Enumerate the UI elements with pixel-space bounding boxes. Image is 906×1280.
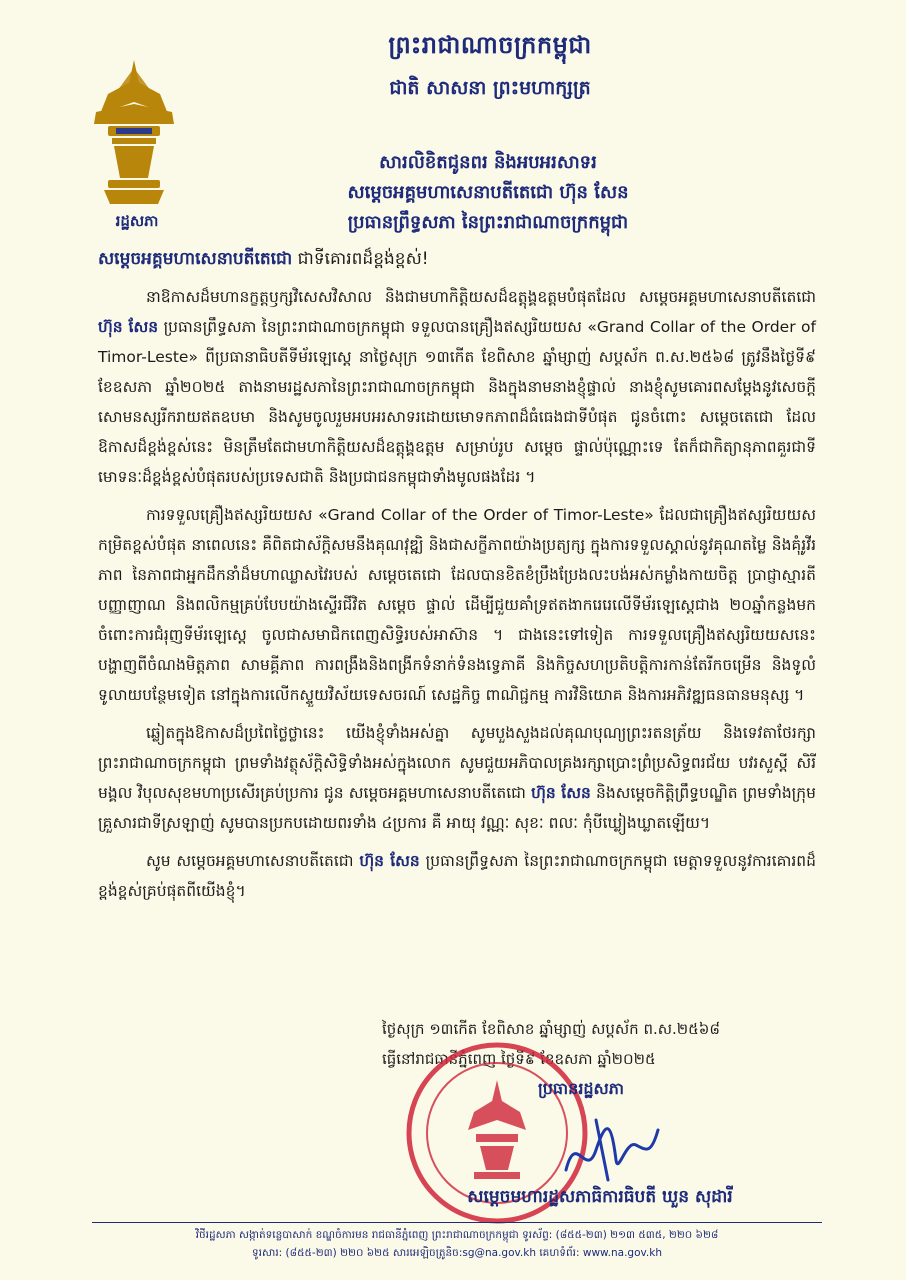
title-line: សារលិខិតជូនពរ និងអបអរសាទរ <box>379 152 597 173</box>
footer-divider <box>92 1222 822 1223</box>
paragraph-text: ឆ្លៀតក្នុងឱកាសដ៏ប្រពៃថ្លៃថ្លានេះ យើងខ្ញុំទាំងអស់គ្នា សូមបួងសួងដល់គុណបុណ្យព្រះរតនត្រ័យ និងទេវតាថែរក្សាព្រះរាជាណាចក្រកម្ពុជា ព្រមទាំងវត្ថុស័ក្តិសិទ្ធិទាំងអស់ក្នុងលោក សូមជួយអភិបាលគ្រងរក្សាប្រោះព្រំប្រសិទ្ធពរជ័យ បវរសួស្តី សិរីមង្គល វិបុលសុខមហាប្រសើរគ្រប់ប្រការ ជូន សម្តេចអគ្គមហាសេនាបតីតេជោ <box>98 724 816 802</box>
footer-contact <box>92 1226 822 1262</box>
paragraph-text: សូម សម្តេចអគ្គមហាសេនាបតីតេជោ <box>146 852 360 870</box>
letter-body <box>98 282 816 914</box>
footer-address: វិថីរដ្ឋសភា សង្កាត់ទន្លេបាសាក់ ខណ្ឌចំការមន រាជធានីភ្នំពេញ ព្រះរាជាណាចក្រកម្ពុជា ទូរស័ព្ទ: (៨៥៥-២៣) ២១៣ ៥៣៥, ២២០ ៦២៨ <box>195 1229 719 1241</box>
salutation <box>98 246 429 272</box>
honoree-name: ហ៊ុន សែន <box>98 318 159 336</box>
footer-contacts: ទូរសារ: (៨៥៥-២៣) ២២០ ៦២៥ សារអេឡិចត្រូនិច:sg@na.gov.kh គេហទំព័រ: www.na.gov.kh <box>252 1247 662 1259</box>
place-date: ធ្វើនៅរាជធានីភ្នំពេញ ថ្ងៃទី៩ ខែឧសភា ឆ្នាំ២០២៥ <box>382 1050 656 1068</box>
paragraph-text: ប្រធានព្រឹទ្ធសភា នៃព្រះរាជាណាចក្រកម្ពុជា មេត្តាទទួលនូវការគោរពដ៏ខ្ពង់ខ្ពស់គ្រប់ផុតពីយើងខ្ញុំ។ <box>98 852 816 900</box>
honoree-name: ហ៊ុន សែន <box>359 852 420 870</box>
paragraph-text: នាឱកាសដ៏មហានក្ខត្តឫក្សវិសេសវិសាល និងជាមហាកិត្តិយសដ៏ឧត្តុង្គឧត្តមបំផុតដែល សម្តេចអគ្គមហាសេនាបតីតេជោ <box>146 288 816 306</box>
signer-name: សម្តេចមហារដ្ឋសភាធិការធិបតី ឃួន សុដារី <box>467 1187 733 1207</box>
body-paragraph <box>98 846 816 906</box>
handwritten-signature-icon <box>556 1110 666 1190</box>
national-assembly-emblem-icon <box>88 58 180 208</box>
honoree-name: ហ៊ុន សែន <box>531 784 591 802</box>
national-motto: ជាតិ សាសនា ព្រះមហាក្សត្រ <box>389 77 591 99</box>
body-paragraph <box>98 718 816 838</box>
paragraph-text: ការទទួលគ្រឿងឥស្សរិយយស «Grand Collar of the Order of Timor-Leste» ដែលជាគ្រឿងឥស្សរិយយសកម្រិតខ្ពស់បំផុត នាពេលនេះ គឺពិតជាស័ក្តិសមនឹងគុណវុឌ្ឍិ និងជាសក្ខីភាពយ៉ាងប្រត្យក្ស ក្នុងការទទួលស្គាល់នូវគុណតម្លៃ និងគុំរូវីរភាព នៃភាពជាអ្នកដឹកនាំដ៏មហាឈ្លាសវៃរបស់ សម្តេចតេជោ ដែលបានខិតខំប្រឹងប្រែងលះបង់អស់កម្លាំងកាយចិត្ត ប្រាជ្ញាស្មារតី បញ្ញាញាណ និងពលិកម្មគ្រប់បែបយ៉ាងស្ទើរជីវិត សម្តេច ផ្ទាល់ ដើម្បីជួយគាំទ្រឥតងាករេរេលើទីម័រឡេស្តេជាង ២០ឆ្នាំកន្លងមក ចំពោះការជំរុញទីម័រឡេស្តេ ចូលជាសមាជិកពេញសិទ្ធិរបស់អាស៊ាន ។ ជាងនេះទៅទៀត ការទទួលគ្រឿងឥស្សរិយយសនេះ បង្ហាញពីចំណងមិត្តភាព សាមគ្គីភាព ការពង្រឹងនិងពង្រីកទំនាក់ទំនងទ្វេភាគី និងកិច្ចសហប្រតិបត្តិការកាន់តែរីកចម្រើន និងទូលំទូលាយបន្ថែមទៀត នៅក្នុងការលើកស្ទួយវិស័យទេសចរណ៍ សេដ្ឋកិច្ច ពាណិជ្ជកម្ម ការវិនិយោគ និងការអភិវឌ្ឍធនធានមនុស្ស ។ <box>98 506 816 704</box>
letter-title <box>268 148 708 238</box>
salutation-rest: ជាទីគោរពដ៏ខ្ពង់ខ្ពស់! <box>292 249 429 269</box>
lunar-date: ថ្ងៃសុក្រ ១៣កើត ខែពិសាខ ឆ្នាំម្សាញ់ សប្តស័ក ព.ស.២៥៦៨ <box>382 1020 720 1038</box>
paragraph-text: ប្រធានព្រឹទ្ធសភា នៃព្រះរាជាណាចក្រកម្ពុជា ទទួលបានគ្រឿងឥស្សរិយយស «Grand Collar of the Order of Timor-Leste» ពីប្រធានាធិបតីទីម័រឡេស្តេ នាថ្ងៃសុក្រ ១៣កើត ខែពិសាខ ឆ្នាំម្សាញ់ សប្តស័ក ព.ស.២៥៦៨ ត្រូវនឹងថ្ងៃទី៩ ខែឧសភា ឆ្នាំ២០២៥ តាងនាមរដ្ឋសភានៃព្រះរាជាណាចក្រកម្ពុជា និងក្នុងនាមនាងខ្ញុំផ្ទាល់ នាងខ្ញុំសូមគោរពសម្តែងនូវសេចក្តីសោមនស្សរីករាយឥតឧបមា និងសូមចូលរួមអបអរសាទរដោយមោទកភាពដ៏ធំធេងជាទីបំផុត ជូនចំពោះ សម្តេចតេជោ ដែលឱកាសដ៏ខ្ពង់ខ្ពស់នេះ មិនត្រឹមតែជាមហាកិត្តិយសដ៏ឧត្តុង្គឧត្តម សម្រាប់រូប សម្តេច ផ្ទាល់ប៉ុណ្ណោះទេ តែក៏ជាកិត្យានុភាពគួរជាទីមោទនៈដ៏ខ្ពង់ខ្ពស់បំផុតរបស់ប្រទេសជាតិ និងប្រជាជនកម្ពុជាទាំងមូលផងដែរ ។ <box>98 318 816 486</box>
title-line: ប្រធានព្រឹទ្ធសភា នៃព្រះរាជាណាចក្រកម្ពុជា <box>347 212 629 233</box>
body-paragraph <box>98 282 816 492</box>
body-paragraph <box>98 500 816 710</box>
paragraph-text: និងសម្តេចកិត្តិព្រឹទ្ធបណ្ឌិត ព្រមទាំងក្រុមគ្រួសារជាទីស្រឡាញ់ សូមបានប្រកបដោយពរទាំង ៤ប្រការ គឺ អាយុ វណ្ណៈ សុខៈ ពលៈ កុំបីឃ្លៀងឃ្លាតឡើយ។ <box>98 784 816 832</box>
kingdom-heading: ព្រះរាជាណាចក្រកម្ពុជា <box>388 31 592 59</box>
salutation-name: សម្តេចអគ្គមហាសេនាបតីតេជោ <box>98 249 293 269</box>
title-line: សម្តេចអគ្គមហាសេនាបតីតេជោ ហ៊ុន សែន <box>347 182 629 203</box>
signer-title: ប្រធានរដ្ឋសភា <box>538 1079 625 1098</box>
emblem-label: រដ្ឋសភា <box>115 212 159 230</box>
